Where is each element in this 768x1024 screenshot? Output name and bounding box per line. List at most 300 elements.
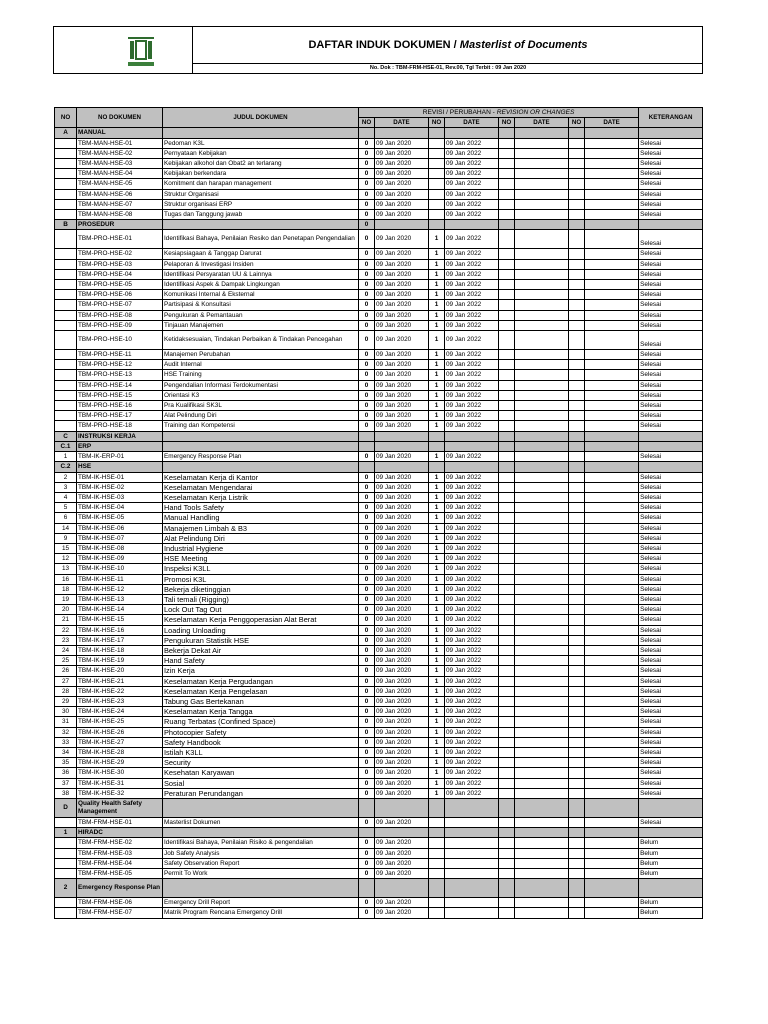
- row-rev-empty: [499, 717, 515, 727]
- row-rev-empty: [585, 828, 639, 838]
- row-rev-empty: [585, 441, 639, 451]
- row-doc-title: Bekerja Dekat Air: [163, 645, 359, 655]
- row-rev-empty: [515, 148, 569, 158]
- row-rev-empty: [499, 249, 515, 259]
- row-rev-date: 09 Jan 2020: [375, 676, 429, 686]
- row-rev-empty: [515, 310, 569, 320]
- row-rev-empty: [585, 199, 639, 209]
- row-rev-empty: [585, 411, 639, 421]
- row-number: [55, 159, 77, 169]
- row-rev-empty: [515, 799, 569, 818]
- row-status: Selesai: [639, 482, 703, 492]
- row-rev-empty: [499, 159, 515, 169]
- row-doc-title: Struktur organisasi ERP: [163, 199, 359, 209]
- row-status: Selesai: [639, 421, 703, 431]
- section-row: [55, 441, 703, 451]
- row-status: [639, 828, 703, 838]
- row-rev-empty: [569, 768, 585, 778]
- row-rev-empty: [585, 390, 639, 400]
- row-doc-title: [163, 828, 359, 838]
- row-rev-empty: [515, 625, 569, 635]
- row-rev-no: [429, 879, 445, 898]
- row-number: 35: [55, 758, 77, 768]
- row-number: 3: [55, 482, 77, 492]
- row-rev-empty: [515, 908, 569, 918]
- table-row: [55, 635, 703, 645]
- row-rev-empty: [499, 210, 515, 220]
- row-rev-date: 09 Jan 2020: [375, 848, 429, 858]
- row-rev-no: 0: [359, 686, 375, 696]
- row-number: [55, 249, 77, 259]
- row-rev-empty: [569, 513, 585, 523]
- row-rev-empty: [499, 360, 515, 370]
- row-rev-no: 1: [429, 758, 445, 768]
- row-rev-empty: [569, 179, 585, 189]
- row-rev-date: 09 Jan 2020: [375, 390, 429, 400]
- row-rev-empty: [515, 411, 569, 421]
- row-rev-empty: [585, 360, 639, 370]
- table-row: [55, 452, 703, 462]
- col-rev-no: NO: [499, 118, 515, 128]
- row-rev-empty: [585, 210, 639, 220]
- row-rev-no: 1: [429, 717, 445, 727]
- row-rev-empty: [515, 717, 569, 727]
- row-rev-date: 09 Jan 2020: [375, 421, 429, 431]
- row-rev-date: 09 Jan 2020: [375, 210, 429, 220]
- row-rev-date: 09 Jan 2020: [375, 858, 429, 868]
- row-rev-date: 09 Jan 2020: [375, 838, 429, 848]
- row-rev-empty: [585, 799, 639, 818]
- row-rev-empty: [585, 869, 639, 879]
- row-rev-no: 1: [429, 625, 445, 635]
- row-rev-empty: [585, 615, 639, 625]
- table-row: [55, 199, 703, 209]
- row-rev-empty: [515, 482, 569, 492]
- table-row: [55, 676, 703, 686]
- row-rev-empty: [499, 492, 515, 502]
- row-number: 26: [55, 666, 77, 676]
- row-rev-date: 09 Jan 2020: [375, 280, 429, 290]
- table-row: [55, 645, 703, 655]
- row-rev-empty: [569, 310, 585, 320]
- row-rev-no: 0: [359, 331, 375, 350]
- table-row: [55, 503, 703, 513]
- row-status: [639, 799, 703, 818]
- row-rev-empty: [499, 370, 515, 380]
- row-rev-no: 0: [359, 290, 375, 300]
- row-rev-empty: [569, 128, 585, 138]
- row-number: 18: [55, 584, 77, 594]
- row-status: Selesai: [639, 159, 703, 169]
- row-rev-empty: [515, 747, 569, 757]
- row-rev-no: [429, 159, 445, 169]
- row-rev-empty: [585, 717, 639, 727]
- row-rev-empty: [499, 858, 515, 868]
- row-rev-empty: [569, 554, 585, 564]
- row-rev-no: [359, 828, 375, 838]
- row-rev-date: 09 Jan 2020: [375, 482, 429, 492]
- row-rev-empty: [569, 220, 585, 230]
- row-rev-empty: [515, 199, 569, 209]
- row-status: [639, 462, 703, 472]
- row-rev-empty: [585, 707, 639, 717]
- row-status: Selesai: [639, 199, 703, 209]
- row-rev-no: 0: [359, 482, 375, 492]
- table-row: [55, 138, 703, 148]
- row-rev-empty: [515, 331, 569, 350]
- row-doc-code: TBM-IK-HSE-31: [77, 778, 163, 788]
- row-number: 19: [55, 594, 77, 604]
- row-rev-empty: [499, 818, 515, 828]
- row-rev-date: 09 Jan 2022: [445, 523, 499, 533]
- row-rev-no: 0: [359, 543, 375, 553]
- row-rev-empty: [515, 320, 569, 330]
- row-rev-empty: [569, 482, 585, 492]
- row-number: 4: [55, 492, 77, 502]
- row-status: Selesai: [639, 452, 703, 462]
- row-status: Selesai: [639, 768, 703, 778]
- row-rev-empty: [515, 452, 569, 462]
- row-rev-empty: [499, 482, 515, 492]
- row-rev-empty: [499, 390, 515, 400]
- row-rev-empty: [569, 199, 585, 209]
- row-rev-date: [445, 908, 499, 918]
- row-doc-title: Keselamatan Mengendarai: [163, 482, 359, 492]
- row-doc-code: TBM-IK-HSE-24: [77, 707, 163, 717]
- row-rev-date: 09 Jan 2020: [375, 350, 429, 360]
- row-status: Selesai: [639, 210, 703, 220]
- row-status: [639, 431, 703, 441]
- row-rev-empty: [515, 290, 569, 300]
- row-rev-date: 09 Jan 2020: [375, 503, 429, 513]
- row-rev-no: 1: [429, 676, 445, 686]
- row-rev-empty: [515, 615, 569, 625]
- row-doc-title: Keselamatan Kerja Listrik: [163, 492, 359, 502]
- row-doc-title: Lock Out Tag Out: [163, 605, 359, 615]
- row-number: [55, 360, 77, 370]
- row-rev-date: 09 Jan 2022: [445, 768, 499, 778]
- row-rev-no: [429, 858, 445, 868]
- row-rev-date: 09 Jan 2020: [375, 768, 429, 778]
- row-number: [55, 898, 77, 908]
- row-doc-title: Keselamatan Kerja Tangga: [163, 707, 359, 717]
- row-status: Selesai: [639, 513, 703, 523]
- row-doc-code: TBM-PRO-HSE-10: [77, 331, 163, 350]
- row-status: Selesai: [639, 554, 703, 564]
- col-rev-no: NO: [359, 118, 375, 128]
- row-doc-code: TBM-FRM-HSE-05: [77, 869, 163, 879]
- row-rev-empty: [585, 513, 639, 523]
- row-status: Belum: [639, 869, 703, 879]
- row-rev-date: 09 Jan 2020: [375, 605, 429, 615]
- row-rev-date: [375, 220, 429, 230]
- row-rev-empty: [569, 696, 585, 706]
- row-rev-date: 09 Jan 2022: [445, 737, 499, 747]
- row-rev-empty: [569, 159, 585, 169]
- row-rev-empty: [515, 259, 569, 269]
- row-rev-no: 0: [359, 584, 375, 594]
- row-number: [55, 179, 77, 189]
- row-doc-title: HSE Training: [163, 370, 359, 380]
- row-number: 1: [55, 452, 77, 462]
- row-number: [55, 269, 77, 279]
- row-rev-no: 1: [429, 635, 445, 645]
- row-doc-title: Pelaporan & Investigasi Insiden: [163, 259, 359, 269]
- row-doc-code: TBM-FRM-HSE-02: [77, 838, 163, 848]
- row-number: 32: [55, 727, 77, 737]
- row-rev-date: 09 Jan 2022: [445, 472, 499, 482]
- row-rev-date: 09 Jan 2022: [445, 401, 499, 411]
- row-rev-date: 09 Jan 2020: [375, 594, 429, 604]
- table-row: [55, 564, 703, 574]
- row-rev-empty: [515, 848, 569, 858]
- row-status: Selesai: [639, 523, 703, 533]
- table-row: [55, 696, 703, 706]
- row-rev-empty: [569, 360, 585, 370]
- row-status: Selesai: [639, 818, 703, 828]
- row-rev-no: 1: [429, 503, 445, 513]
- row-rev-no: [429, 189, 445, 199]
- table-row: [55, 269, 703, 279]
- row-doc-title: Emergency Drill Report: [163, 898, 359, 908]
- row-rev-no: 0: [359, 169, 375, 179]
- row-rev-empty: [499, 230, 515, 249]
- row-doc-code: TBM-FRM-HSE-06: [77, 898, 163, 908]
- row-doc-title: Industrial Hygiene: [163, 543, 359, 553]
- row-status: Selesai: [639, 492, 703, 502]
- row-doc-code: TBM-IK-HSE-09: [77, 554, 163, 564]
- table-row: [55, 210, 703, 220]
- row-rev-no: 1: [429, 360, 445, 370]
- row-rev-date: 09 Jan 2020: [375, 230, 429, 249]
- row-doc-title: [163, 462, 359, 472]
- table-row: [55, 898, 703, 908]
- table-row: [55, 818, 703, 828]
- row-rev-empty: [515, 645, 569, 655]
- row-doc-title: Safety Handbook: [163, 737, 359, 747]
- table-row: [55, 189, 703, 199]
- row-rev-date: 09 Jan 2022: [445, 390, 499, 400]
- row-rev-empty: [499, 666, 515, 676]
- row-status: Selesai: [639, 380, 703, 390]
- row-rev-empty: [499, 778, 515, 788]
- row-rev-date: 09 Jan 2022: [445, 290, 499, 300]
- row-rev-no: 0: [359, 370, 375, 380]
- row-rev-no: 1: [429, 320, 445, 330]
- row-rev-empty: [499, 898, 515, 908]
- row-rev-no: [429, 220, 445, 230]
- row-rev-date: 09 Jan 2020: [375, 788, 429, 798]
- row-rev-empty: [499, 380, 515, 390]
- row-status: Selesai: [639, 656, 703, 666]
- row-status: Selesai: [639, 686, 703, 696]
- row-rev-empty: [569, 605, 585, 615]
- row-rev-empty: [515, 159, 569, 169]
- row-rev-empty: [515, 370, 569, 380]
- table-row: [55, 472, 703, 482]
- row-doc-code: TBM-IK-HSE-27: [77, 737, 163, 747]
- row-rev-empty: [585, 635, 639, 645]
- row-rev-no: 0: [359, 138, 375, 148]
- row-rev-no: 0: [359, 159, 375, 169]
- row-rev-no: 0: [359, 908, 375, 918]
- row-number: C.1: [55, 441, 77, 451]
- row-rev-no: 1: [429, 390, 445, 400]
- row-number: 23: [55, 635, 77, 645]
- row-rev-empty: [569, 635, 585, 645]
- row-doc-code: HIRADC: [77, 828, 163, 838]
- row-rev-empty: [569, 848, 585, 858]
- row-rev-empty: [499, 300, 515, 310]
- row-status: Belum: [639, 838, 703, 848]
- table-row: [55, 788, 703, 798]
- row-rev-empty: [585, 778, 639, 788]
- row-status: Selesai: [639, 472, 703, 482]
- row-number: C: [55, 431, 77, 441]
- row-doc-title: Security: [163, 758, 359, 768]
- row-doc-code: TBM-IK-HSE-28: [77, 747, 163, 757]
- row-doc-code: TBM-IK-HSE-02: [77, 482, 163, 492]
- row-rev-no: 1: [429, 554, 445, 564]
- table-row: [55, 747, 703, 757]
- row-rev-date: 09 Jan 2020: [375, 696, 429, 706]
- row-rev-no: 1: [429, 472, 445, 482]
- row-doc-title: HSE Meeting: [163, 554, 359, 564]
- row-rev-date: [445, 879, 499, 898]
- row-number: 33: [55, 737, 77, 747]
- row-rev-no: [429, 838, 445, 848]
- row-rev-date: 09 Jan 2022: [445, 666, 499, 676]
- row-number: 27: [55, 676, 77, 686]
- row-rev-empty: [569, 625, 585, 635]
- row-rev-no: 1: [429, 615, 445, 625]
- row-doc-title: Peraturan Perundangan: [163, 788, 359, 798]
- row-number: B: [55, 220, 77, 230]
- row-doc-title: Manajemen Perubahan: [163, 350, 359, 360]
- row-rev-no: 1: [429, 686, 445, 696]
- row-number: [55, 199, 77, 209]
- row-rev-empty: [515, 441, 569, 451]
- row-rev-empty: [515, 778, 569, 788]
- row-rev-empty: [499, 768, 515, 778]
- row-rev-date: 09 Jan 2020: [375, 199, 429, 209]
- row-rev-empty: [515, 696, 569, 706]
- row-rev-empty: [515, 768, 569, 778]
- row-doc-title: Orientasi K3: [163, 390, 359, 400]
- row-doc-title: [163, 441, 359, 451]
- row-doc-title: Ketidaksesuaian, Tindakan Perbaikan & Tindakan Pencegahan: [163, 331, 359, 350]
- row-status: Selesai: [639, 645, 703, 655]
- row-number: [55, 380, 77, 390]
- row-rev-date: 09 Jan 2022: [445, 148, 499, 158]
- row-rev-date: 09 Jan 2022: [445, 778, 499, 788]
- row-rev-empty: [499, 179, 515, 189]
- row-rev-empty: [585, 401, 639, 411]
- row-doc-code: TBM-MAN-HSE-07: [77, 199, 163, 209]
- row-doc-title: Ruang Terbatas (Confined Space): [163, 717, 359, 727]
- row-status: Selesai: [639, 360, 703, 370]
- row-rev-empty: [499, 533, 515, 543]
- table-row: [55, 310, 703, 320]
- table-row: [55, 360, 703, 370]
- row-rev-date: 09 Jan 2020: [375, 169, 429, 179]
- row-doc-code: TBM-PRO-HSE-13: [77, 370, 163, 380]
- row-rev-empty: [515, 564, 569, 574]
- col-judul: JUDUL DOKUMEN: [163, 108, 359, 128]
- col-rev-no: NO: [569, 118, 585, 128]
- row-status: Selesai: [639, 179, 703, 189]
- row-rev-date: [445, 128, 499, 138]
- row-rev-empty: [569, 594, 585, 604]
- row-rev-date: 09 Jan 2020: [375, 543, 429, 553]
- table-row: [55, 838, 703, 848]
- row-rev-empty: [585, 310, 639, 320]
- row-rev-empty: [585, 858, 639, 868]
- row-status: Selesai: [639, 676, 703, 686]
- row-doc-code: TBM-PRO-HSE-01: [77, 230, 163, 249]
- table-row: [55, 350, 703, 360]
- row-doc-title: Pengukuran Statistik HSE: [163, 635, 359, 645]
- row-status: Selesai: [639, 564, 703, 574]
- row-rev-no: 0: [359, 838, 375, 848]
- row-rev-date: [445, 848, 499, 858]
- row-rev-empty: [499, 686, 515, 696]
- row-rev-no: 0: [359, 300, 375, 310]
- table-row: [55, 169, 703, 179]
- row-rev-no: 0: [359, 645, 375, 655]
- row-rev-empty: [515, 533, 569, 543]
- row-rev-no: 1: [429, 492, 445, 502]
- row-rev-empty: [585, 230, 639, 249]
- row-number: [55, 169, 77, 179]
- row-number: [55, 331, 77, 350]
- row-rev-no: 0: [359, 199, 375, 209]
- row-rev-no: 0: [359, 210, 375, 220]
- row-doc-code: MANUAL: [77, 128, 163, 138]
- row-number: D: [55, 799, 77, 818]
- row-rev-empty: [499, 707, 515, 717]
- row-rev-date: 09 Jan 2020: [375, 737, 429, 747]
- row-rev-no: 0: [359, 788, 375, 798]
- row-rev-no: 0: [359, 259, 375, 269]
- row-rev-no: 0: [359, 574, 375, 584]
- row-rev-no: 1: [429, 696, 445, 706]
- row-rev-empty: [515, 676, 569, 686]
- row-status: Selesai: [639, 625, 703, 635]
- row-doc-code: TBM-FRM-HSE-03: [77, 848, 163, 858]
- row-status: [639, 128, 703, 138]
- row-doc-code: TBM-PRO-HSE-07: [77, 300, 163, 310]
- table-row: [55, 768, 703, 778]
- row-rev-empty: [499, 452, 515, 462]
- row-rev-no: 1: [429, 656, 445, 666]
- table-row: [55, 259, 703, 269]
- row-status: Selesai: [639, 605, 703, 615]
- row-doc-title: Hand Safety: [163, 656, 359, 666]
- row-number: [55, 350, 77, 360]
- row-rev-date: 09 Jan 2022: [445, 676, 499, 686]
- row-doc-code: TBM-IK-HSE-16: [77, 625, 163, 635]
- row-rev-date: 09 Jan 2020: [375, 625, 429, 635]
- row-rev-empty: [515, 350, 569, 360]
- row-rev-date: 09 Jan 2020: [375, 727, 429, 737]
- row-rev-empty: [585, 879, 639, 898]
- row-rev-empty: [569, 492, 585, 502]
- row-status: Selesai: [639, 300, 703, 310]
- row-rev-date: 09 Jan 2020: [375, 331, 429, 350]
- col-rev-date: DATE: [515, 118, 569, 128]
- row-rev-empty: [585, 159, 639, 169]
